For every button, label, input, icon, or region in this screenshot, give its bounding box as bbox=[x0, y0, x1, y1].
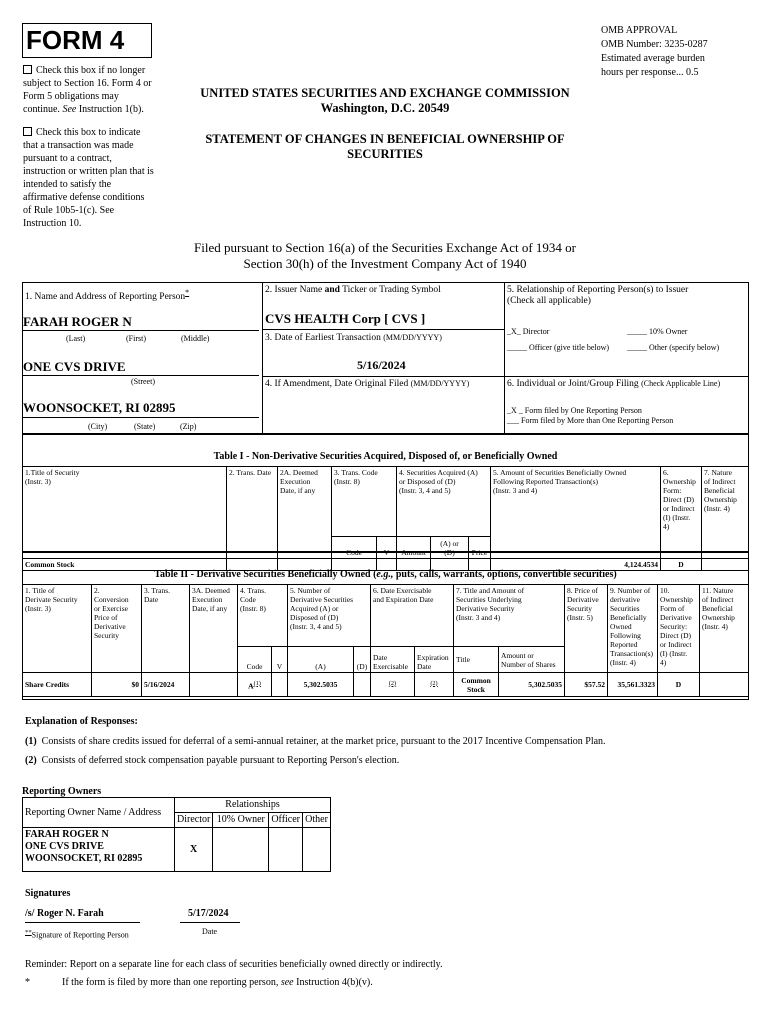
agency-name: UNITED STATES SECURITIES AND EXCHANGE COMMISSION bbox=[200, 86, 570, 100]
footer-note bbox=[25, 976, 745, 989]
hdr-line: (Instr. 3) bbox=[25, 604, 51, 613]
omb-line: OMB Number: 3235-0287 bbox=[601, 39, 708, 50]
t2-col-number bbox=[288, 585, 371, 647]
note-line: continue. bbox=[23, 104, 63, 115]
hdr-line: Beneficial bbox=[704, 486, 735, 495]
statement-title: STATEMENT OF CHANGES IN BENEFICIAL OWNERSHIP OF bbox=[205, 132, 565, 146]
omb-line: hours per response... 0.5 bbox=[601, 67, 699, 78]
hdr-line: Exercisable bbox=[373, 662, 408, 671]
zip-label: (Zip) bbox=[180, 422, 197, 431]
note-line: pursuant to a contract, bbox=[23, 153, 112, 164]
divider bbox=[262, 329, 504, 330]
owner-director-mark: X bbox=[175, 828, 213, 872]
footnote-link[interactable]: (2) bbox=[388, 679, 397, 687]
box3-label bbox=[265, 333, 442, 344]
hdr-line: (Instr. 3, 4 and 5) bbox=[290, 622, 342, 631]
omb-line: Estimated average burden bbox=[601, 53, 705, 64]
hdr-line: Ownership bbox=[702, 613, 735, 622]
t1-col-code bbox=[332, 467, 397, 537]
hdr-line: Derivative bbox=[94, 622, 126, 631]
hdr-line: Disposed of (D) bbox=[290, 613, 339, 622]
form-title: FORM 4 bbox=[26, 25, 125, 55]
footnote-number: (2) bbox=[25, 755, 37, 766]
ten-percent-option[interactable]: _____ 10% Owner bbox=[627, 327, 688, 336]
date-format: (MM/DD/YYYY) bbox=[383, 333, 442, 342]
hdr-line: or Indirect bbox=[660, 640, 692, 649]
officer-option[interactable]: _____ Officer (give title below) bbox=[507, 343, 610, 352]
hdr-line: Derivative Security bbox=[456, 604, 515, 613]
box3-label-text: 3. Date of Earliest Transaction bbox=[265, 333, 381, 343]
table2 bbox=[22, 584, 749, 697]
t2-cell bbox=[272, 673, 288, 697]
hdr-line: Reported bbox=[610, 640, 638, 649]
hdr-line: Securities Underlying bbox=[456, 595, 522, 604]
t2-row-title: Share Credits bbox=[23, 673, 92, 697]
t2-row bbox=[23, 673, 749, 697]
t1-col-amount-owned bbox=[491, 467, 661, 559]
hdr-line: and Expiration Date bbox=[373, 595, 434, 604]
t1-col-nature bbox=[702, 467, 749, 559]
box2-label-text: Ticker or Trading Symbol bbox=[339, 285, 441, 295]
signatures-title: Signatures bbox=[25, 888, 71, 899]
hdr-line: (Instr. 4) bbox=[704, 504, 730, 513]
hdr-line: 3. Trans. bbox=[144, 586, 171, 595]
hdr-line: Ownership bbox=[704, 495, 737, 504]
reporting-person-name: FARAH ROGER N bbox=[23, 314, 132, 329]
box4-label-text: 4. If Amendment, Date Original Filed bbox=[265, 379, 409, 389]
statement-header bbox=[170, 132, 600, 162]
t2-sub-amount bbox=[499, 647, 565, 673]
hdr-line: 5. Number of bbox=[290, 586, 331, 595]
t1-col-deemed bbox=[278, 467, 332, 559]
t2-row-underlying bbox=[454, 673, 499, 697]
signature-value: /s/ Roger N. Farah bbox=[25, 908, 104, 919]
hdr-line: Derivative Securities bbox=[290, 595, 354, 604]
footnote-link[interactable]: (1) bbox=[253, 679, 261, 687]
box1-label-text: 1. Name and Address of Reporting Person bbox=[25, 292, 186, 303]
hdr-line: 4. Trans. bbox=[240, 586, 267, 595]
hdr-line: Execution bbox=[192, 595, 223, 604]
middle-label: (Middle) bbox=[181, 334, 210, 343]
hdr-line: (I) (Instr. bbox=[663, 513, 691, 522]
footnote-mark: ** bbox=[25, 929, 32, 936]
hdr-line: Security: bbox=[660, 622, 688, 631]
rule10b5-note bbox=[23, 126, 173, 230]
code-value: A bbox=[248, 681, 254, 691]
hdr-line: 5. Amount of Securities Beneficially Owned bbox=[493, 468, 627, 477]
street-address: ONE CVS DRIVE bbox=[23, 359, 126, 374]
hdr-line: Derivative bbox=[567, 595, 599, 604]
note-part: Instruction 4(b)(v). bbox=[293, 977, 373, 988]
t1-sub-price: Price bbox=[469, 537, 491, 559]
hdr-line: derivative bbox=[610, 595, 640, 604]
rule10b5-checkbox[interactable] bbox=[23, 127, 32, 136]
divider bbox=[504, 282, 505, 434]
footnote-mark: * bbox=[185, 288, 190, 297]
hdr-line: Ownership bbox=[663, 477, 696, 486]
last-label: (Last) bbox=[66, 334, 86, 343]
box6-label-text: 6. Individual or Joint/Group Filing bbox=[507, 379, 639, 389]
hdr-line: Date, if any bbox=[280, 486, 316, 495]
t1-row-title: Common Stock bbox=[23, 559, 227, 571]
hdr-line: Common bbox=[461, 675, 491, 685]
t1-col-form bbox=[661, 467, 702, 559]
hdr-line: 4. Securities Acquired (A) bbox=[399, 468, 478, 477]
date-label: Date bbox=[202, 927, 218, 936]
box5-label bbox=[507, 285, 747, 307]
box2-label-text: 2. Issuer Name bbox=[265, 285, 325, 295]
footnote-text: Consists of deferred stock compensation payable pursuant to Reporting Person's election. bbox=[41, 755, 400, 766]
hdr-line: of Indirect bbox=[704, 477, 736, 486]
box4-label bbox=[265, 379, 469, 390]
t2-col-owned bbox=[608, 585, 658, 673]
owner-cell bbox=[303, 828, 331, 872]
t2-col-price bbox=[565, 585, 608, 673]
box2-label-bold: and bbox=[324, 285, 340, 295]
hdr-line: 2A. Deemed bbox=[280, 468, 318, 477]
hdr-line: (Instr. 3) bbox=[25, 477, 51, 486]
t2-col-form bbox=[658, 585, 700, 673]
filed-line: Section 30(h) of the Investment Company Act of 1940 bbox=[243, 256, 527, 271]
hdr-line: 10. bbox=[660, 586, 670, 595]
box6-hint: (Check Applicable Line) bbox=[641, 379, 721, 388]
city-state-zip: WOONSOCKET, RI 02895 bbox=[23, 400, 176, 415]
hdr-line: Security bbox=[94, 631, 119, 640]
single-filer-option[interactable]: _X _ Form filed by One Reporting Person bbox=[507, 406, 642, 415]
note-line: affirmative defense conditions bbox=[23, 192, 145, 203]
t1-row-form: D bbox=[661, 559, 702, 571]
hdr-line: (Instr. 8) bbox=[240, 604, 266, 613]
t2-sub-v: V bbox=[272, 647, 288, 673]
date-line bbox=[180, 922, 240, 923]
hdr-line: Code bbox=[240, 595, 256, 604]
omb-line: OMB APPROVAL bbox=[601, 25, 678, 36]
reminder: Reminder: Report on a separate line for each class of securities beneficially owned directly or indirectly. bbox=[25, 959, 443, 970]
owners-col-other: Other bbox=[303, 813, 331, 828]
note-line: of Rule 10b5-1(c). See bbox=[23, 205, 115, 216]
underline bbox=[23, 375, 259, 376]
section16-checkbox[interactable] bbox=[23, 65, 32, 74]
box2-label bbox=[265, 285, 441, 296]
t2-cell bbox=[190, 673, 238, 697]
issuer-name: CVS HEALTH Corp [ CVS ] bbox=[265, 311, 426, 326]
hdr-line: 7. Title and Amount of bbox=[456, 586, 525, 595]
owners-col-director: Director bbox=[175, 813, 213, 828]
hdr-line: 6. bbox=[663, 468, 669, 477]
owners-col-officer: Officer bbox=[269, 813, 303, 828]
t2-row-date: 5/16/2024 bbox=[142, 673, 190, 697]
city-label: (City) bbox=[88, 422, 108, 431]
hdr-line: Securities bbox=[610, 604, 640, 613]
hdr-line: 9. Number of bbox=[610, 586, 651, 595]
signature-line bbox=[25, 922, 140, 923]
filed-line: Filed pursuant to Section 16(a) of the Securities Exchange Act of 1934 or bbox=[194, 240, 576, 255]
statement-title: SECURITIES bbox=[347, 147, 423, 161]
t2-row-conv: $0 bbox=[92, 673, 142, 697]
hdr-line: Date bbox=[144, 595, 159, 604]
hdr-line: 4) bbox=[663, 522, 670, 531]
hdr-line: Ownership bbox=[660, 595, 693, 604]
hdr-line: Conversion bbox=[94, 595, 129, 604]
hdr-line: (Instr. 3, 4 and 5) bbox=[399, 486, 451, 495]
box6-label bbox=[507, 379, 720, 390]
omb-approval bbox=[601, 24, 761, 80]
t2-row-price: $57.52 bbox=[565, 673, 608, 697]
t2-col-underlying bbox=[454, 585, 565, 647]
hdr-line: 3. Trans. Code bbox=[334, 468, 378, 477]
box5-label-text: 5. Relationship of Reporting Person(s) to Issuer bbox=[507, 285, 689, 295]
t2-col-date bbox=[142, 585, 190, 673]
state-label: (State) bbox=[134, 422, 156, 431]
t1-col-date: 2. Trans. Date bbox=[227, 467, 278, 559]
note-line: Instruction 1(b). bbox=[76, 104, 144, 115]
note-line: subject to Section 16. Form 4 or bbox=[23, 78, 152, 89]
first-label: (First) bbox=[126, 334, 146, 343]
t2-row-code bbox=[238, 673, 272, 697]
agency-header bbox=[170, 86, 600, 116]
footer-note-text bbox=[62, 976, 373, 989]
hdr-line: Following bbox=[610, 631, 641, 640]
hdr-line: (Instr. 4) bbox=[610, 658, 636, 667]
t2-col-nature bbox=[700, 585, 749, 673]
owner-line: WOONSOCKET, RI 02895 bbox=[25, 853, 143, 864]
hdr-line: or Disposed of (D) bbox=[399, 477, 456, 486]
owners-col-name: Reporting Owner Name / Address bbox=[23, 798, 175, 828]
t1-row-amount: 4,124.4534 bbox=[491, 559, 661, 571]
note-line: Check this box to indicate bbox=[36, 127, 141, 138]
hdr-line: Security bbox=[567, 604, 592, 613]
explanation-1 bbox=[25, 735, 745, 748]
t2-row-exp bbox=[415, 673, 454, 697]
box1-label bbox=[25, 287, 260, 303]
hdr-line: 3A. Deemed bbox=[192, 586, 230, 595]
hdr-line: Expiration bbox=[417, 653, 449, 662]
hdr-line: Direct (D) bbox=[660, 631, 692, 640]
t2-row-form: D bbox=[658, 673, 700, 697]
explanation-title: Explanation of Responses: bbox=[25, 716, 138, 727]
table2-title bbox=[22, 569, 749, 580]
reporting-owners-title: Reporting Owners bbox=[22, 786, 102, 797]
signature-label bbox=[25, 928, 129, 940]
hdr-line: Beneficially bbox=[610, 613, 647, 622]
t2-sub-expiration bbox=[415, 647, 454, 673]
hdr-line: Date, if any bbox=[192, 604, 228, 613]
signature-date: 5/17/2024 bbox=[188, 908, 229, 919]
street-label: (Street) bbox=[131, 377, 155, 386]
hdr-line: Date bbox=[417, 662, 432, 671]
hdr-line: (I) (Instr. bbox=[660, 649, 688, 658]
footnote-link[interactable]: (2) bbox=[430, 679, 438, 687]
hdr-line: (D) bbox=[444, 548, 455, 557]
hdr-line: Number of Shares bbox=[501, 659, 556, 669]
title-part: Table II - Derivative Securities Beneficially Owned ( bbox=[154, 569, 377, 580]
hdr-line: or Indirect bbox=[663, 504, 695, 513]
t2-cell bbox=[354, 673, 371, 697]
owner-line: ONE CVS DRIVE bbox=[25, 841, 104, 852]
earliest-transaction-date: 5/16/2024 bbox=[357, 358, 406, 372]
hdr-line: (Instr. 4) bbox=[702, 622, 728, 631]
note-italic: see bbox=[280, 977, 294, 988]
hdr-line: 8. Price of bbox=[567, 586, 599, 595]
t2-sub-title: Title bbox=[454, 647, 499, 673]
note-line: intended to satisfy the bbox=[23, 179, 112, 190]
hdr-line: Price of bbox=[94, 613, 118, 622]
t2-col-code bbox=[238, 585, 288, 647]
hdr-line: 6. Date Exercisable bbox=[373, 586, 432, 595]
hdr-line: or Exercise bbox=[94, 604, 128, 613]
divider bbox=[262, 376, 749, 377]
hdr-line: Amount or bbox=[501, 650, 534, 660]
hdr-line: 11. Nature bbox=[702, 586, 734, 595]
note-line: Check this box if no longer bbox=[36, 65, 146, 76]
t1-sub-code: Code bbox=[332, 537, 377, 559]
t1-sub-v: V bbox=[377, 537, 397, 559]
hdr-line: Derivate Security bbox=[25, 595, 78, 604]
underline bbox=[23, 330, 259, 331]
t2-col-conversion bbox=[92, 585, 142, 673]
hdr-line: 4) bbox=[660, 658, 667, 667]
t2-col-title bbox=[23, 585, 92, 673]
t1-col-acquired bbox=[397, 467, 491, 537]
owners-col-relationships: Relationships bbox=[175, 798, 331, 813]
note-line: Form 5 obligations may bbox=[23, 91, 119, 102]
hdr-line: of Indirect bbox=[702, 595, 734, 604]
owners-col-ten: 10% Owner bbox=[213, 813, 269, 828]
t2-row-owned: 35,561.3323 bbox=[608, 673, 658, 697]
hdr-line: Acquired (A) or bbox=[290, 604, 339, 613]
note-line: instruction or written plan that is bbox=[23, 166, 154, 177]
hdr-line: 1. Title of bbox=[25, 586, 55, 595]
footnote-number: (1) bbox=[25, 736, 37, 747]
hdr-line: 7. Nature bbox=[704, 468, 732, 477]
box5-label-text: (Check all applicable) bbox=[507, 296, 591, 306]
t2-sub-code: Code bbox=[238, 647, 272, 673]
t2-sub-a: (A) bbox=[288, 647, 354, 673]
hdr-line: (Instr. 3 and 4) bbox=[456, 613, 501, 622]
agency-city: Washington, D.C. 20549 bbox=[320, 101, 450, 115]
hdr-line: 1.Title of Security bbox=[25, 468, 80, 477]
t2-sub-exercisable bbox=[371, 647, 415, 673]
t2-row-exer bbox=[371, 673, 415, 697]
title-part: puts, calls, warrants, options, convertible securities) bbox=[393, 569, 617, 580]
hdr-line: (Instr. 3 and 4) bbox=[493, 486, 538, 495]
owner-cell bbox=[213, 828, 269, 872]
note-line: Instruction 10. bbox=[23, 218, 82, 229]
hdr-line: Transaction(s) bbox=[610, 649, 654, 658]
hdr-line: Form of bbox=[660, 604, 685, 613]
hdr-line: Execution bbox=[280, 477, 311, 486]
filed-pursuant bbox=[150, 240, 620, 272]
hdr-line: (Instr. 5) bbox=[567, 613, 593, 622]
owner-line: FARAH ROGER N bbox=[25, 829, 109, 840]
t1-sub-amount: Amount bbox=[397, 537, 431, 559]
note-line: that a transaction was made bbox=[23, 140, 134, 151]
reporting-owners-table bbox=[22, 797, 331, 872]
title-italic: e.g., bbox=[376, 569, 394, 580]
footer-star: * bbox=[25, 977, 30, 988]
hdr-line: Owned bbox=[610, 622, 632, 631]
hdr-line: Stock bbox=[467, 684, 485, 694]
t2-col-deemed bbox=[190, 585, 238, 673]
hdr-line: (A) or bbox=[440, 539, 459, 548]
explanation-2 bbox=[25, 754, 745, 767]
table1-title: Table I - Non-Derivative Securities Acquired, Disposed of, or Beneficially Owned bbox=[213, 451, 558, 462]
owner-cell bbox=[269, 828, 303, 872]
t2-row-a: 5,302.5035 bbox=[288, 673, 354, 697]
form-title-box bbox=[22, 23, 152, 58]
hdr-line: 2. bbox=[94, 586, 100, 595]
section16-note bbox=[23, 64, 173, 116]
divider bbox=[262, 282, 263, 434]
hdr-line: Following Reported Transaction(s) bbox=[493, 477, 598, 486]
t2-row-underlying-amount: 5,302.5035 bbox=[499, 673, 565, 697]
hdr-line: Beneficial bbox=[702, 604, 733, 613]
date-format: (MM/DD/YYYY) bbox=[410, 379, 470, 388]
underline bbox=[23, 417, 259, 418]
hdr-line: Form: bbox=[663, 486, 682, 495]
t1-col-title bbox=[23, 467, 227, 559]
t2-sub-d: (D) bbox=[354, 647, 371, 673]
other-option[interactable]: _____ Other (specify below) bbox=[627, 343, 720, 352]
footnote-text: Consists of share credits issued for deferral of a semi-annual retainer, at the market price, pursuant to the 2017 Incentive Compensation Plan. bbox=[41, 736, 606, 747]
t2-col-exercisable bbox=[371, 585, 454, 647]
owner-address bbox=[23, 828, 175, 872]
director-option[interactable]: _X_ Director bbox=[507, 327, 550, 336]
t2-cell bbox=[700, 673, 749, 697]
signature-label-text: Signature of Reporting Person bbox=[31, 930, 129, 940]
hdr-line: (Instr. 8) bbox=[334, 477, 360, 486]
group-filer-option[interactable]: ___ Form filed by More than One Reporting Person bbox=[507, 416, 674, 425]
hdr-line: Direct (D) bbox=[663, 495, 695, 504]
hdr-line: Date bbox=[373, 653, 388, 662]
hdr-line: Derivative bbox=[660, 613, 692, 622]
note-part: If the form is filed by more than one reporting person, bbox=[62, 977, 281, 988]
note-italic: See bbox=[62, 104, 77, 115]
